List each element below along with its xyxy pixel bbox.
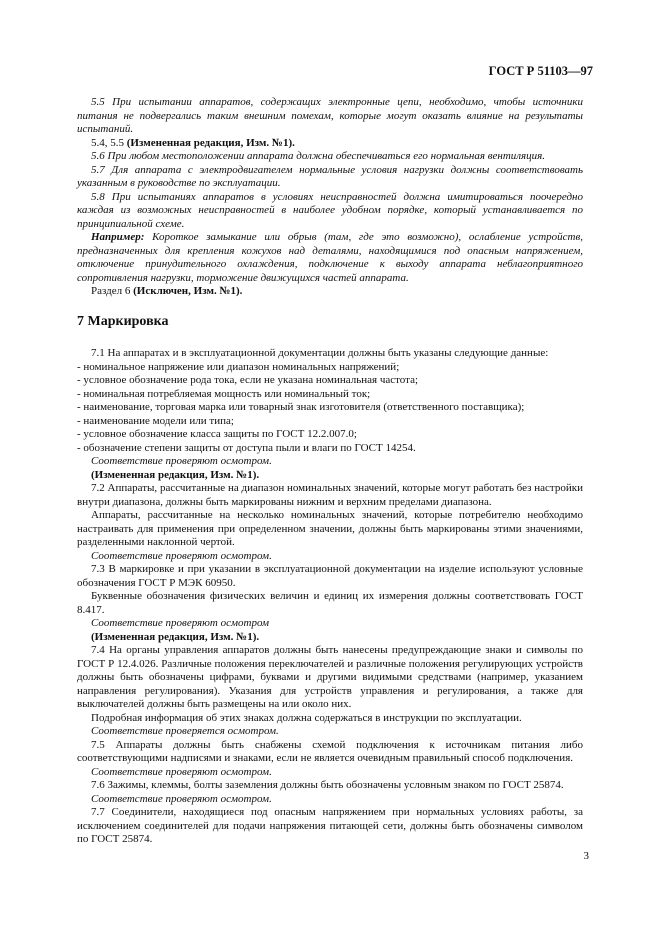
check-note: Соответствие проверяют осмотром. — [91, 549, 272, 562]
clause-7-1: 7.1 На аппаратах и в эксплуатационной документации должны быть указаны следующие данные: — [91, 347, 549, 359]
document-body — [77, 96, 583, 847]
clause-5-8: 5.8 При испытаниях аппаратов в условиях неисправностей должна имитироваться поочередно каждая из возможных неисправностей в наиболее удобном порядке, который устанавливается по принципиальной схеме. — [77, 190, 583, 230]
section-6-note — [77, 285, 583, 299]
check-note: Соответствие проверяют осмотром. — [91, 455, 272, 467]
list-item: - наименование, торговая марка или товарный знак изготовителя (ответственного поставщика); — [77, 401, 525, 413]
clause-7-3: 7.3 В маркировке и при указании в эксплуатационной документации на изделие используют условные обозначения ГОСТ Р МЭК 60950. — [77, 563, 583, 589]
section-6-label: Раздел 6 — [91, 285, 131, 297]
clause-7-2-b: Аппараты, рассчитанные на несколько номинальных значений, которые потребителю необходимо настраивать для применения при определенном значении, должны быть маркированы этими значениями, разделенными наклонной чертой. — [77, 509, 583, 548]
example-paragraph — [77, 231, 583, 285]
clause-7-4-b: Подробная информация об этих знаках должна содержаться в инструкции по эксплуатации. — [91, 711, 522, 724]
clause-number: 5.4, 5.5 — [91, 136, 124, 149]
edit-note: (Измененная редакция, Изм. №1). — [91, 630, 260, 643]
list-item: - условное обозначение рода тока, если не указана номинальная частота; — [77, 374, 419, 386]
edit-note: (Измененная редакция, Изм. №1). — [126, 136, 295, 149]
clause-5-4-5-5-edit — [77, 137, 583, 151]
clause-7-2: 7.2 Аппараты, рассчитанные на диапазон номинальных значений, которые могут работать без настройки внутри диапазона, должны быть маркированы нижним и верхним пределами диапазона. — [77, 482, 583, 508]
clause-7-4: 7.4 На органы управления аппаратов должны быть нанесены предупреждающие знаки и символы по ГОСТ Р 12.4.026. Различные положения переключателей и различные положения регулирующих устройств должны быть обозначены цифрами, буквами и другими видимыми средствами (например, указанием направления регулирования). Указания для устройств управления и регулирования, а также для выключателей должны быть размещены на или около них. — [77, 644, 583, 710]
clause-5-6: 5.6 При любом местоположении аппарата должна обеспечиваться его нормальная вентиляция. — [91, 150, 546, 162]
example-text: Короткое замыкание или обрыв (там, где это возможно), ослабление устройств, предназначенных для крепления кожухов над деталями, находящимися под опасным напряжением, отключение принудительного охлаждения, подключение к выходу аппарата неблагоприятного сопротивления нагрузки, торможение движущихся частей аппарата. — [77, 231, 583, 284]
list-item: - номинальная потребляемая мощность или номинальный ток; — [77, 387, 371, 400]
section-7-heading: 7 Маркировка — [77, 313, 169, 329]
list-item: - номинальное напряжение или диапазон номинальных напряжений; — [77, 360, 400, 373]
list-item: - условное обозначение класса защиты по ГОСТ 12.2.007.0; — [77, 428, 357, 440]
example-label: Например: — [91, 231, 145, 243]
page-number: 3 — [583, 850, 589, 862]
check-note: Соответствие проверяют осмотром — [91, 617, 270, 629]
clause-7-6: 7.6 Зажимы, клеммы, болты заземления должны быть обозначены условным знаком по ГОСТ 25874. — [91, 779, 564, 791]
list-item: - обозначение степени защиты от доступа пыли и влаги по ГОСТ 14254. — [77, 441, 416, 454]
edit-note: (Измененная редакция, Изм. №1). — [91, 468, 260, 481]
document-header: ГОСТ Р 51103—97 — [488, 64, 593, 78]
clause-7-5: 7.5 Аппараты должны быть снабжены схемой подключения к источникам питания либо соответствующими надписями и знаками, если не является очевидным правильный способ подключения. — [77, 738, 583, 764]
clause-7-7: 7.7 Соединители, находящиеся под опасным напряжением при нормальных условиях работы, за исключением соединителей для подачи напряжения питающей сети, должны быть обозначены символом по ГОСТ 25874. — [77, 806, 583, 845]
check-note: Соответствие проверяют осмотром. — [91, 765, 272, 778]
clause-5-5: 5.5 При испытании аппаратов, содержащих электронные цепи, необходимо, чтобы источники питания не подвергались таким внешним помехам, которые могут оказать влияние на результаты испытаний. — [77, 96, 583, 135]
clause-5-7: 5.7 Для аппарата с электродвигателем нормальные условия нагрузки должны соответствовать указанным в руководстве по эксплуатации. — [77, 163, 583, 189]
section-6-excluded: (Исключен, Изм. №1). — [133, 285, 243, 297]
check-note: Соответствие проверяют осмотром. — [91, 792, 272, 805]
clause-7-3-b: Буквенные обозначения физических величин и единиц их измерения должны соответствовать ГОСТ 8.417. — [77, 590, 583, 616]
list-item: - наименование модели или типа; — [77, 414, 234, 427]
check-note: Соответствие проверяется осмотром. — [91, 725, 279, 737]
